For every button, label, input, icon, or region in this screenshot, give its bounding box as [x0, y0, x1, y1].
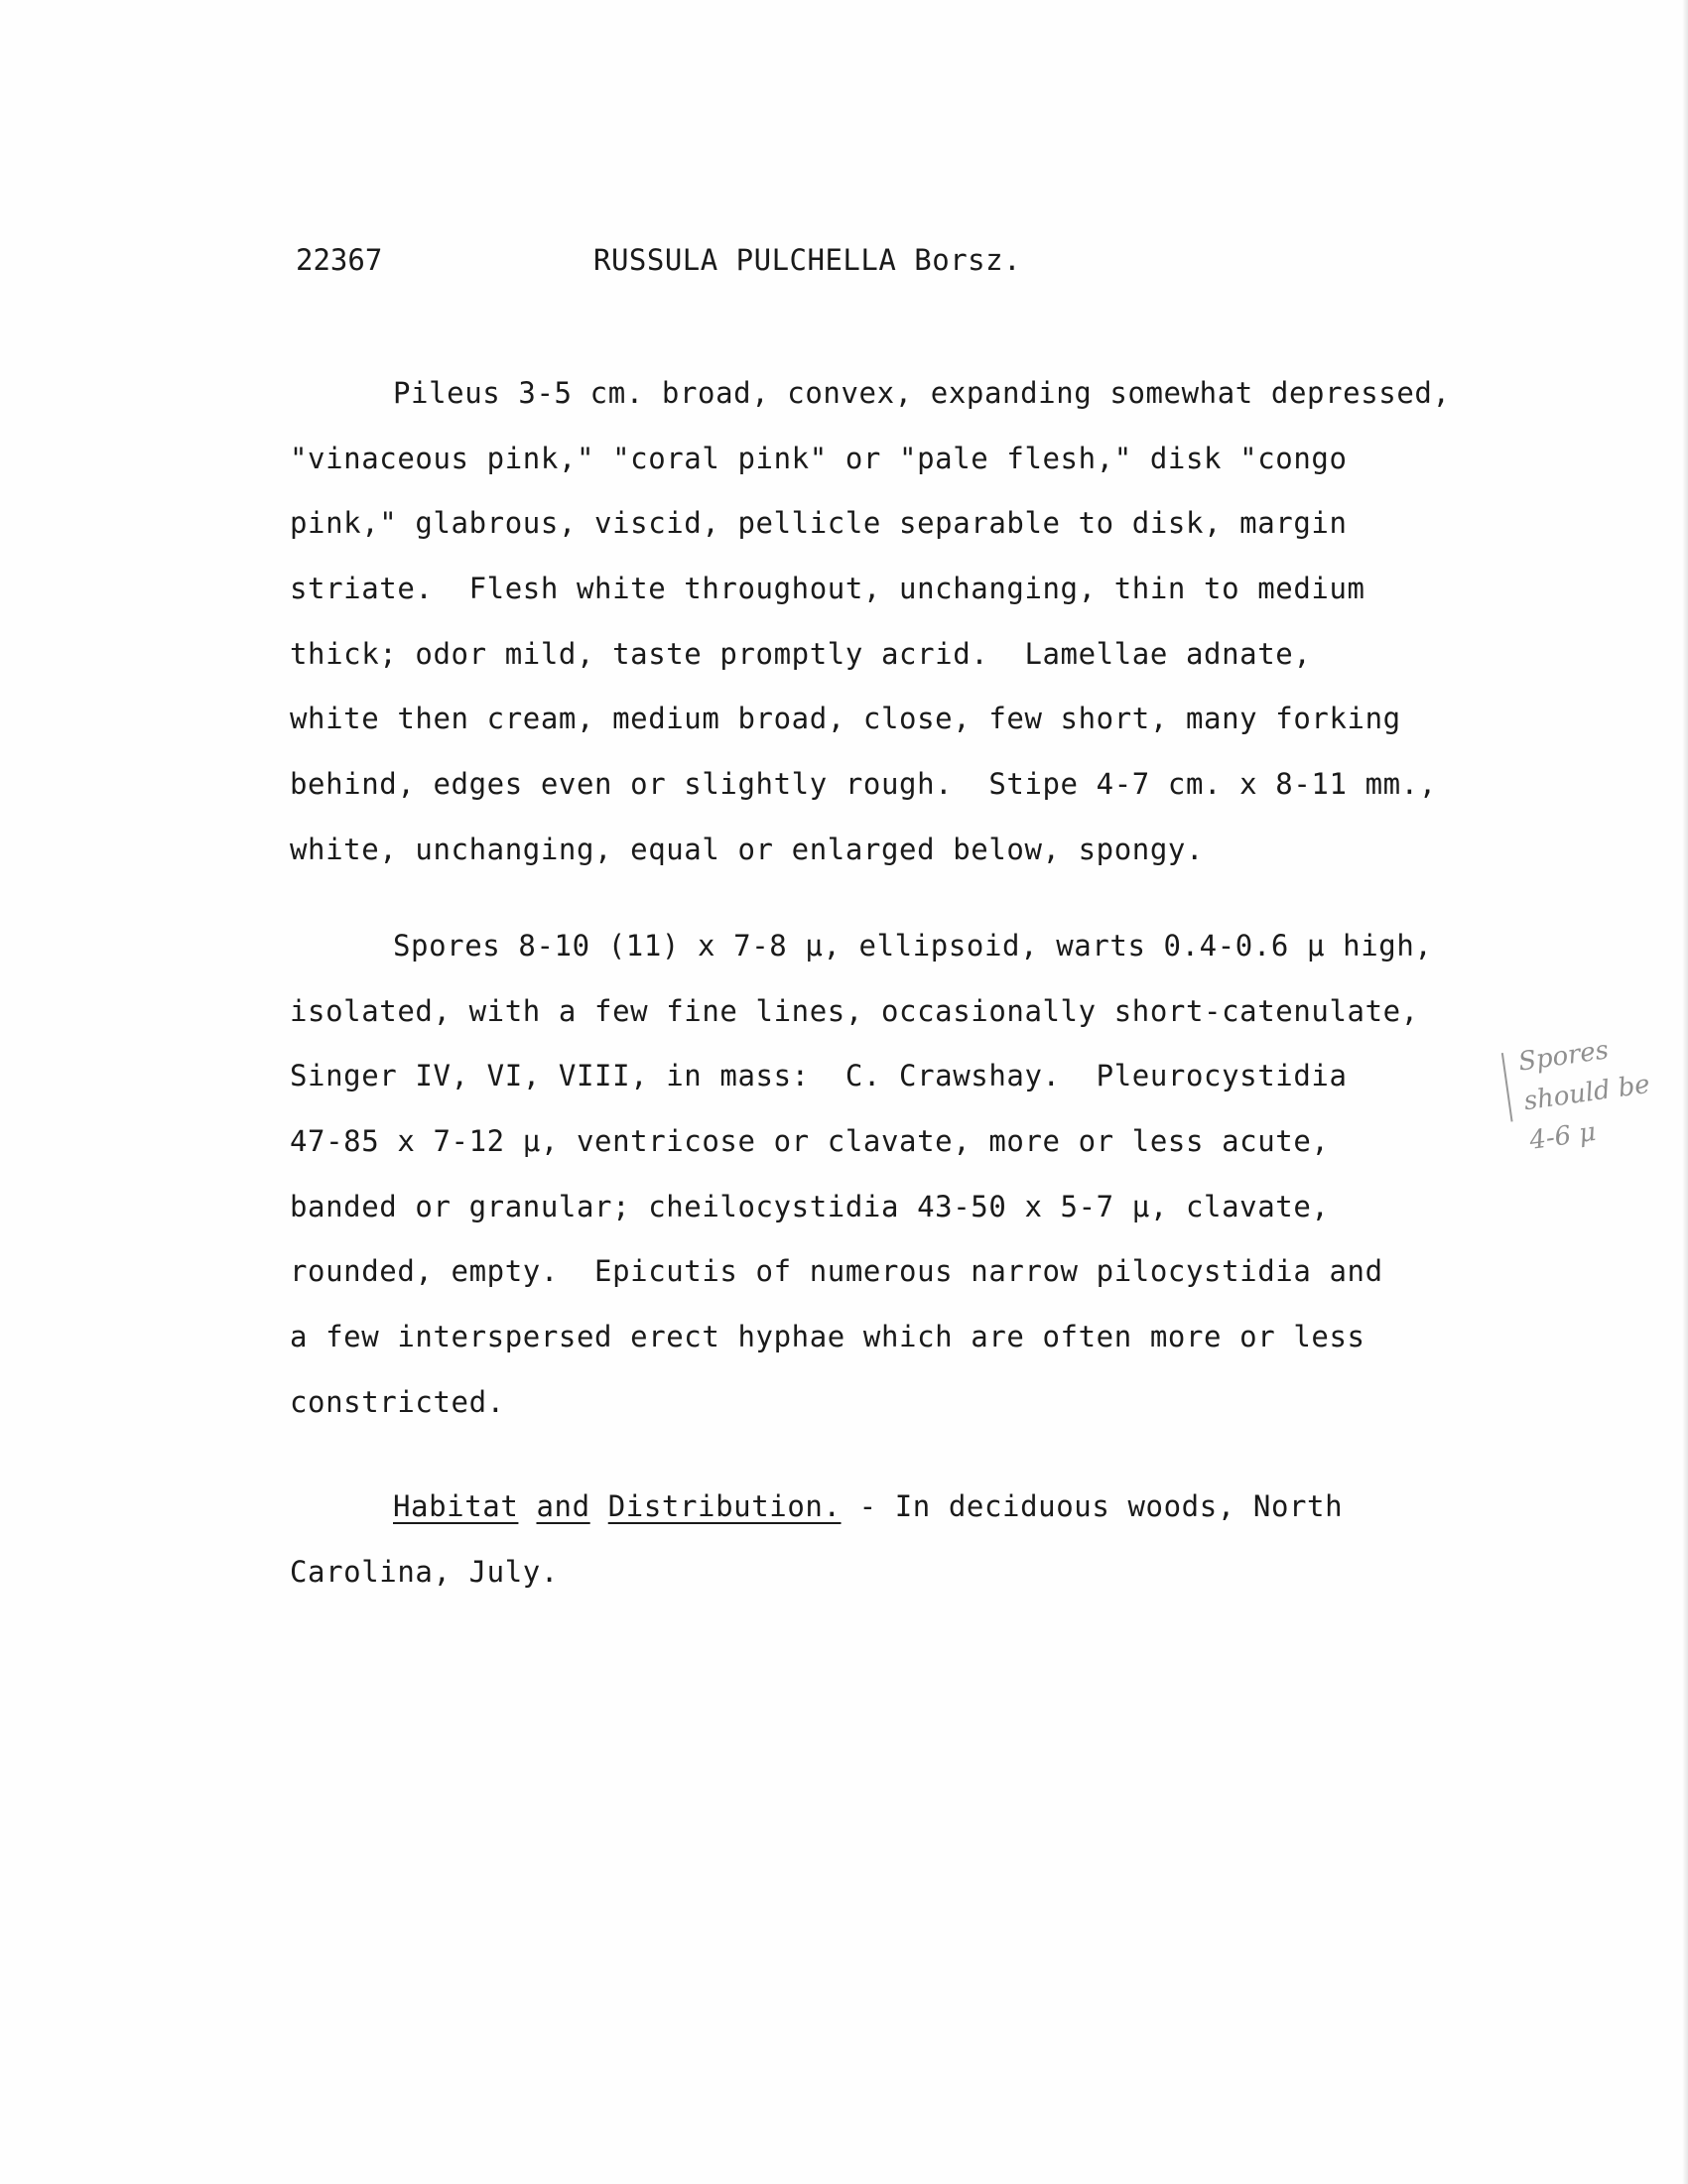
paragraph-line: Singer IV, VI, VIII, in mass: C. Crawshay. Pleurocystidia — [290, 1059, 1348, 1093]
annotation-line: 4-6 μ — [1527, 1116, 1598, 1156]
habitat-heading-word: Habitat — [393, 1489, 519, 1523]
paragraph-line: isolated, with a few fine lines, occasionally short-catenulate, — [290, 993, 1419, 1028]
paragraph-line: 47-85 x 7-12 μ, ventricose or clavate, more or less acute, — [290, 1124, 1330, 1159]
paragraph-line: rounded, empty. Epicutis of numerous narrow pilocystidia and — [290, 1254, 1383, 1289]
microscopy-paragraph — [290, 914, 1580, 1436]
annotation-line: should be — [1521, 1069, 1652, 1117]
description-paragraph — [290, 361, 1580, 883]
habitat-heading-word: Distribution. — [607, 1489, 842, 1523]
paragraph-line: Carolina, July. — [290, 1554, 559, 1589]
habitat-paragraph — [290, 1475, 1580, 1605]
annotation-line: Spores — [1516, 1035, 1611, 1078]
paragraph-line: white then cream, medium broad, close, few short, many forking — [290, 702, 1401, 736]
habitat-heading-word: and — [536, 1489, 590, 1523]
paragraph-line: Spores 8-10 (11) x 7-8 μ, ellipsoid, warts 0.4-0.6 μ high, — [393, 929, 1433, 963]
paragraph-line: "vinaceous pink," "coral pink" or "pale flesh," disk "congo — [290, 441, 1348, 475]
paragraph-line: Pileus 3-5 cm. broad, convex, expanding somewhat depressed, — [393, 376, 1451, 410]
paragraph-line: a few interspersed erect hyphae which are often more or less — [290, 1320, 1365, 1354]
paragraph-line: pink," glabrous, viscid, pellicle separable to disk, margin — [290, 506, 1348, 541]
paragraph-line: white, unchanging, equal or enlarged below, spongy. — [290, 832, 1205, 866]
paragraph-line: banded or granular; cheilocystidia 43-50 x 5-7 μ, clavate, — [290, 1189, 1330, 1223]
document-header — [296, 238, 1487, 282]
paragraph-line: striate. Flesh white throughout, unchanging, thin to medium — [290, 572, 1365, 606]
page-edge-shadow — [1682, 0, 1688, 2184]
specimen-number: 22367 — [296, 243, 383, 277]
paragraph-line: thick; odor mild, taste promptly acrid. Lamellae adnate, — [290, 636, 1312, 671]
habitat-text: - In deciduous woods, North — [841, 1489, 1344, 1523]
paragraph-line — [290, 1475, 1580, 1540]
handwritten-annotation — [1500, 1020, 1688, 1202]
paragraph-line: constricted. — [290, 1384, 505, 1419]
paragraph-line: behind, edges even or slightly rough. Stipe 4-7 cm. x 8-11 mm., — [290, 767, 1437, 802]
species-title: RUSSULA PULCHELLA Borsz. — [593, 243, 1022, 277]
